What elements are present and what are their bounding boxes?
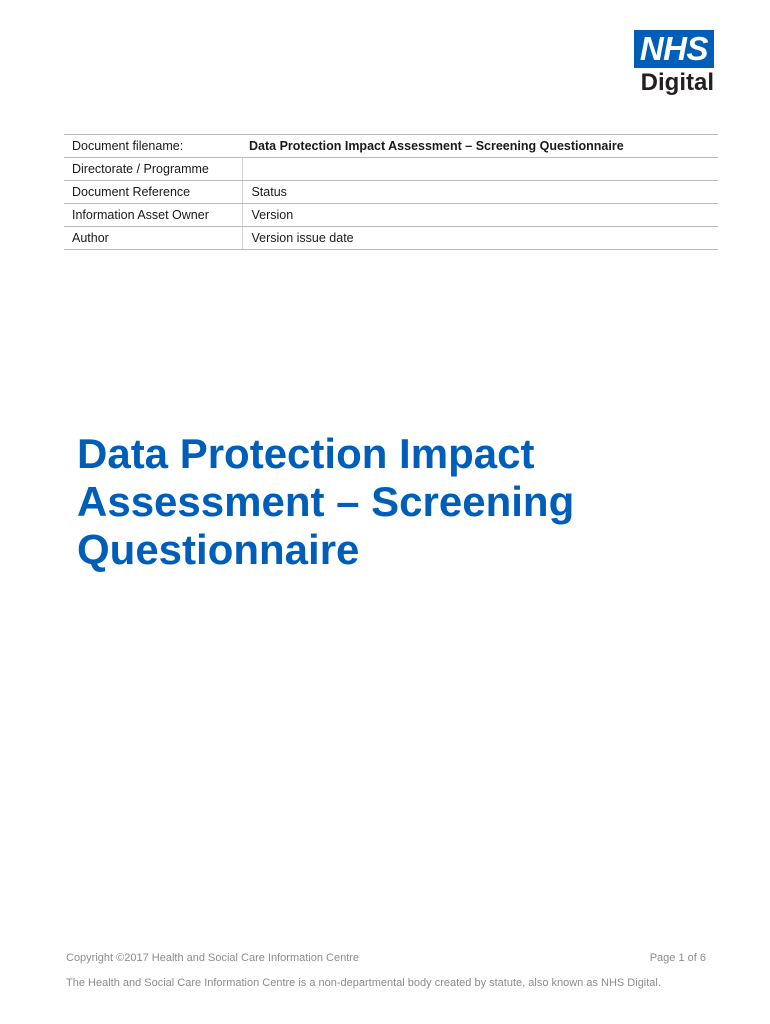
filename-label: Document filename:	[64, 135, 241, 158]
logo-nhs-mark: NHS	[634, 30, 714, 68]
page-number: Page 1 of 6	[649, 952, 706, 964]
filename-value: Data Protection Impact Assessment – Screening Questionnaire	[241, 135, 718, 158]
version-label: Version	[243, 204, 718, 227]
logo-digital-text: Digital	[640, 69, 714, 96]
issue-date-label: Version issue date	[243, 227, 718, 250]
copyright-text: Copyright ©2017 Health and Social Care Information Centre	[66, 952, 360, 964]
author-label: Author	[64, 227, 243, 250]
title-line-3: Questionnaire	[77, 526, 360, 573]
nhs-digital-logo	[610, 30, 714, 97]
reference-label: Document Reference	[64, 181, 243, 204]
title-line-2: Assessment – Screening	[77, 478, 575, 525]
table-row	[64, 158, 718, 181]
owner-label: Information Asset Owner	[64, 204, 243, 227]
table-row	[64, 135, 718, 158]
title-line-1: Data Protection Impact	[77, 430, 535, 477]
document-title	[77, 430, 697, 574]
document-info-table	[64, 134, 718, 250]
table-row	[64, 204, 718, 227]
directorate-value	[243, 158, 718, 181]
status-label: Status	[243, 181, 718, 204]
table-row	[64, 181, 718, 204]
directorate-label: Directorate / Programme	[64, 158, 243, 181]
table-row	[64, 227, 718, 250]
footer-statement: The Health and Social Care Information Centre is a non-departmental body created by statute, also known as NHS Digital.	[66, 977, 661, 989]
footer-copyright-row	[66, 952, 706, 964]
